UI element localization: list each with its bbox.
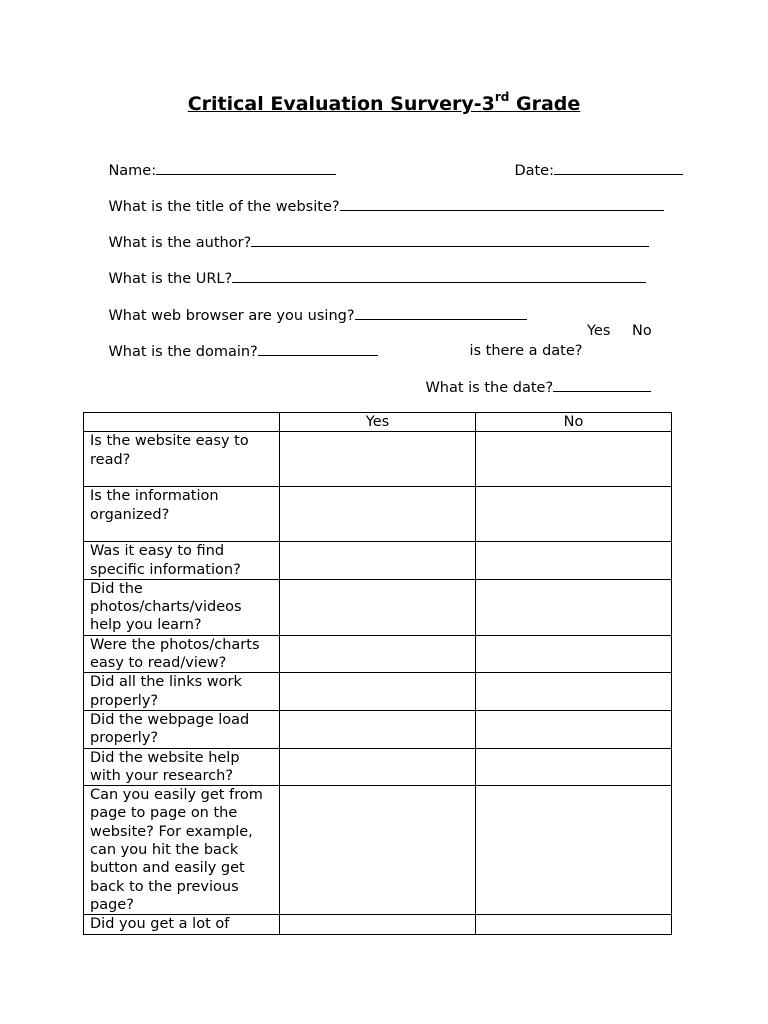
no-answer-cell[interactable] [476,432,672,487]
no-answer-cell[interactable] [476,710,672,748]
table-header-row [84,413,672,432]
url-field[interactable] [232,268,646,283]
header-no: No [476,413,672,432]
browser-field[interactable] [355,305,527,320]
no-answer-cell[interactable] [476,673,672,711]
no-answer-cell[interactable] [476,786,672,915]
table-row [84,432,672,487]
no-answer-cell[interactable] [476,579,672,635]
yes-answer-cell[interactable] [280,915,476,934]
no-answer-cell[interactable] [476,915,672,934]
name-field[interactable] [156,160,336,175]
header-blank-cell [84,413,280,432]
no-answer-cell[interactable] [476,748,672,786]
question-cell: Did the webpage load properly? [84,710,280,748]
what-date-label: What is the date? [425,380,554,396]
table-row [84,542,672,580]
yes-answer-cell[interactable] [280,635,476,673]
no-option[interactable]: No [632,323,652,339]
yes-answer-cell[interactable] [280,579,476,635]
website-title-label: What is the title of the website? [108,199,340,215]
website-title-field[interactable] [340,196,664,211]
question-cell: Did the website help with your research? [84,748,280,786]
yes-answer-cell[interactable] [280,748,476,786]
page-title [0,90,768,118]
table-row [84,786,672,915]
title-superscript: rd [494,89,510,104]
table-row [84,487,672,542]
title-grade: Grade [509,93,581,115]
browser-label: What web browser are you using? [108,308,355,324]
question-cell: Did the photos/charts/videos help you learn? [84,579,280,635]
name-label: Name: [108,163,157,179]
what-date-row [407,357,651,418]
no-answer-cell[interactable] [476,487,672,542]
table-row [84,673,672,711]
table-row [84,748,672,786]
question-cell: Can you easily get from page to page on the website? For example, can you hit the back button and easily get back to the previous page? [84,786,280,915]
survey-table [83,412,672,935]
yes-answer-cell[interactable] [280,710,476,748]
table-row [84,915,672,934]
yes-option[interactable]: Yes [587,323,611,339]
author-field[interactable] [251,232,649,247]
yes-answer-cell[interactable] [280,786,476,915]
question-cell: Is the website easy to read? [84,432,280,487]
date-field[interactable] [554,160,683,175]
yes-answer-cell[interactable] [280,673,476,711]
question-cell: Did you get a lot of [84,915,280,934]
question-cell: Did all the links work properly? [84,673,280,711]
what-date-field[interactable] [553,377,651,392]
no-answer-cell[interactable] [476,635,672,673]
yes-answer-cell[interactable] [280,487,476,542]
domain-label: What is the domain? [108,344,258,360]
table-row [84,579,672,635]
is-date-label: is there a date? [469,343,583,359]
table-row [84,710,672,748]
question-cell: Was it easy to find specific information? [84,542,280,580]
yes-answer-cell[interactable] [280,432,476,487]
author-label: What is the author? [108,235,252,251]
table-row [84,635,672,673]
header-yes: Yes [280,413,476,432]
yes-answer-cell[interactable] [280,542,476,580]
title-text: Critical Evaluation Survery-3 [187,93,495,115]
question-cell: Is the information organized? [84,487,280,542]
domain-row [90,321,378,382]
question-cell: Were the photos/charts easy to read/view? [84,635,280,673]
no-answer-cell[interactable] [476,542,672,580]
date-label: Date: [514,163,554,179]
domain-field[interactable] [258,341,378,356]
url-label: What is the URL? [108,271,233,287]
